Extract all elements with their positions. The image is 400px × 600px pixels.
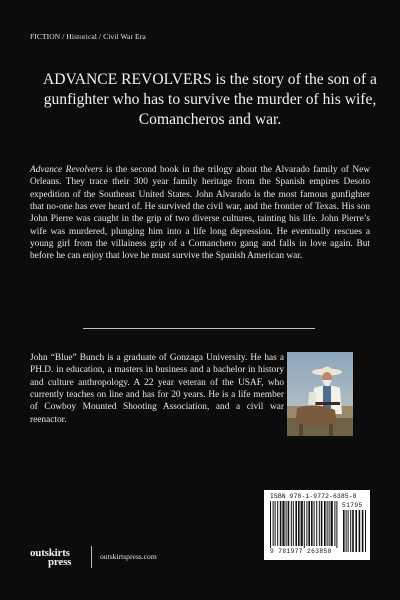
isbn-barcode <box>264 490 370 560</box>
barcode-number: 9 781977 263858 <box>270 548 332 555</box>
publisher-divider <box>91 546 92 568</box>
publisher-url: outskirtspress.com <box>100 552 157 561</box>
barcode-addon-number: 51795 <box>342 502 363 509</box>
section-divider <box>83 328 315 329</box>
book-title: Advance Revolvers <box>30 165 103 175</box>
book-description <box>30 164 370 263</box>
publisher-logo-line2: press <box>48 556 72 568</box>
author-photo <box>287 352 353 436</box>
description-text: is the second book in the trilogy about the Alvarado family of New Orleans. They trace their 300 year family heritage from the Spanish empires Desoto expedition of the Southeast United States. John Alvarado is the most famous gunfighter that no-one has ever heard of. He survived the civil war, and the frontier of Texas. His son John Pierre was caught in the grip of two diverse cultures, tainting his life. John Pierre’s wife was murdered, plunging him into a life long depression. He eventually rescues a young girl from the villainess grip of a Comanchero gang and falls in love again. But before he can enjoy that love he must survive the Spanish American war. <box>30 165 370 262</box>
isbn-label: ISBN 978-1-9772-6385-8 <box>270 493 357 500</box>
author-photo-image <box>287 352 353 436</box>
genre-category: FICTION / Historical / Civil War Era <box>30 32 146 41</box>
author-bio: John “Blue” Bunch is a graduate of Gonzaga University. He has a PH.D. in education, a masters in business and a bachelor in history and culture anthropology. A 22 year veteran of the USAF, who currently teaches on line and has for 20 years. He is a life member of Cowboy Mounted Shooting Association, and a civil war reenactor. <box>30 353 284 425</box>
publisher-logo-line1: outskirts <box>30 547 70 559</box>
publisher-logo <box>30 545 86 569</box>
tagline: ADVANCE REVOLVERS is the story of the son of a gunfighter who has to survive the murder of his wife, Comancheros and war. <box>43 71 377 128</box>
